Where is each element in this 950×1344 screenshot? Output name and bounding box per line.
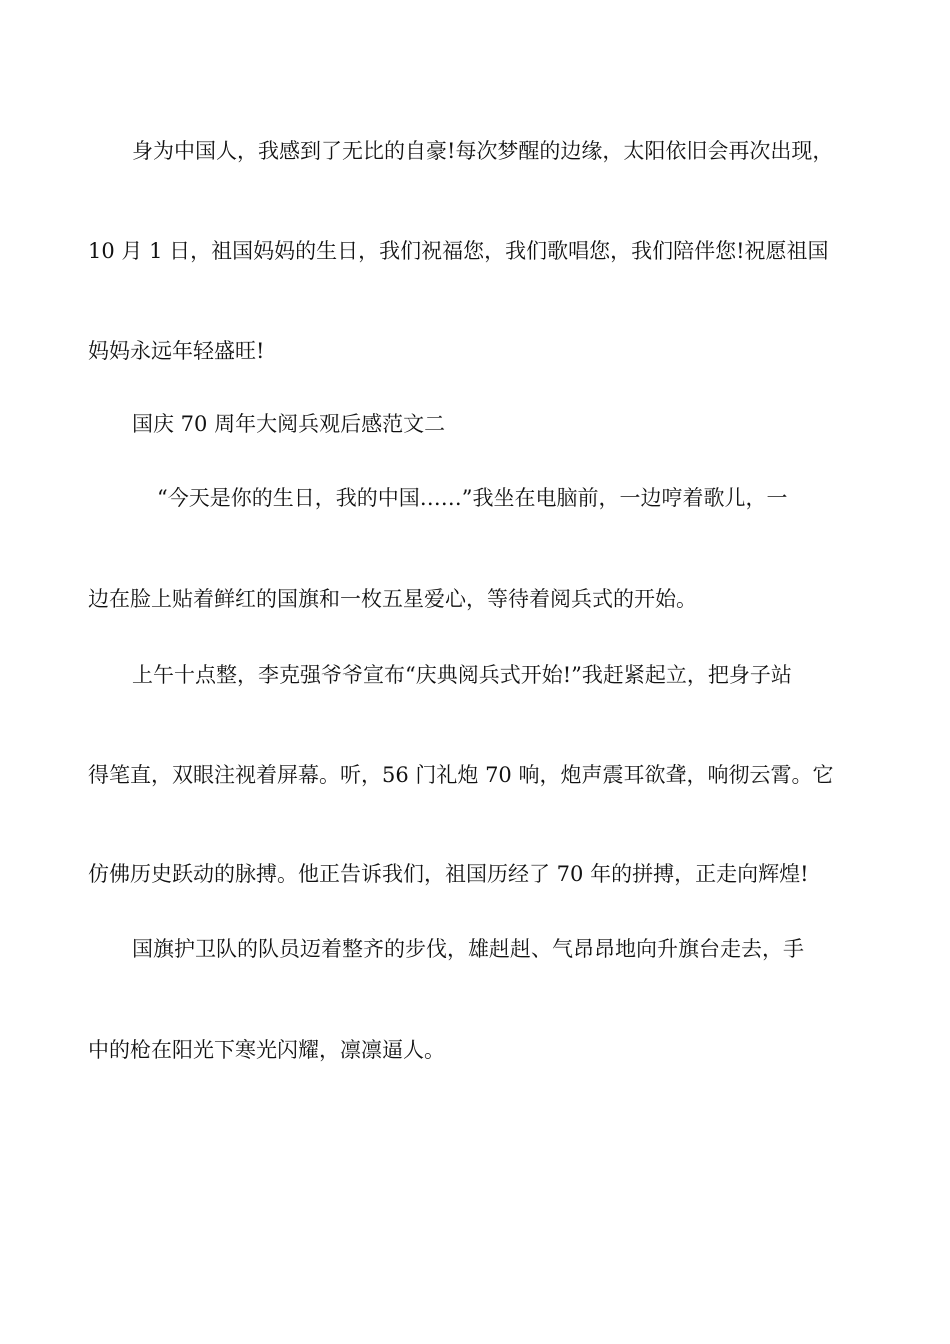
paragraph-line-3: 妈妈永远年轻盛旺! bbox=[88, 339, 265, 363]
paragraph-line-1: 身为中国人，我感到了无比的自豪!每次梦醒的边缘，太阳依旧会再次出现， bbox=[132, 139, 834, 163]
paragraph-line-2: 10 月 1 日，祖国妈妈的生日，我们祝福您，我们歌唱您，我们陪伴您!祝愿祖国 bbox=[88, 239, 829, 263]
paragraph-line-10: 国旗护卫队的队员迈着整齐的步伐，雄赳赳、气昂昂地向升旗台走去，手 bbox=[132, 937, 804, 961]
paragraph-line-6: 边在脸上贴着鲜红的国旗和一枚五星爱心，等待着阅兵式的开始。 bbox=[88, 587, 697, 611]
paragraph-line-8: 得笔直，双眼注视着屏幕。听，56 门礼炮 70 响，炮声震耳欲聋，响彻云霄。它 bbox=[88, 763, 834, 787]
paragraph-line-5: “今天是你的生日，我的中国……”我坐在电脑前，一边哼着歌儿，一 bbox=[157, 486, 788, 510]
paragraph-line-9: 仿佛历史跃动的脉搏。他正告诉我们，祖国历经了 70 年的拼搏，正走向辉煌! bbox=[88, 862, 809, 886]
section-heading: 国庆 70 周年大阅兵观后感范文二 bbox=[132, 412, 446, 436]
paragraph-line-7: 上午十点整，李克强爷爷宣布“庆典阅兵式开始!”我赶紧起立，把身子站 bbox=[132, 663, 792, 687]
paragraph-line-11: 中的枪在阳光下寒光闪耀，凛凛逼人。 bbox=[88, 1038, 445, 1062]
